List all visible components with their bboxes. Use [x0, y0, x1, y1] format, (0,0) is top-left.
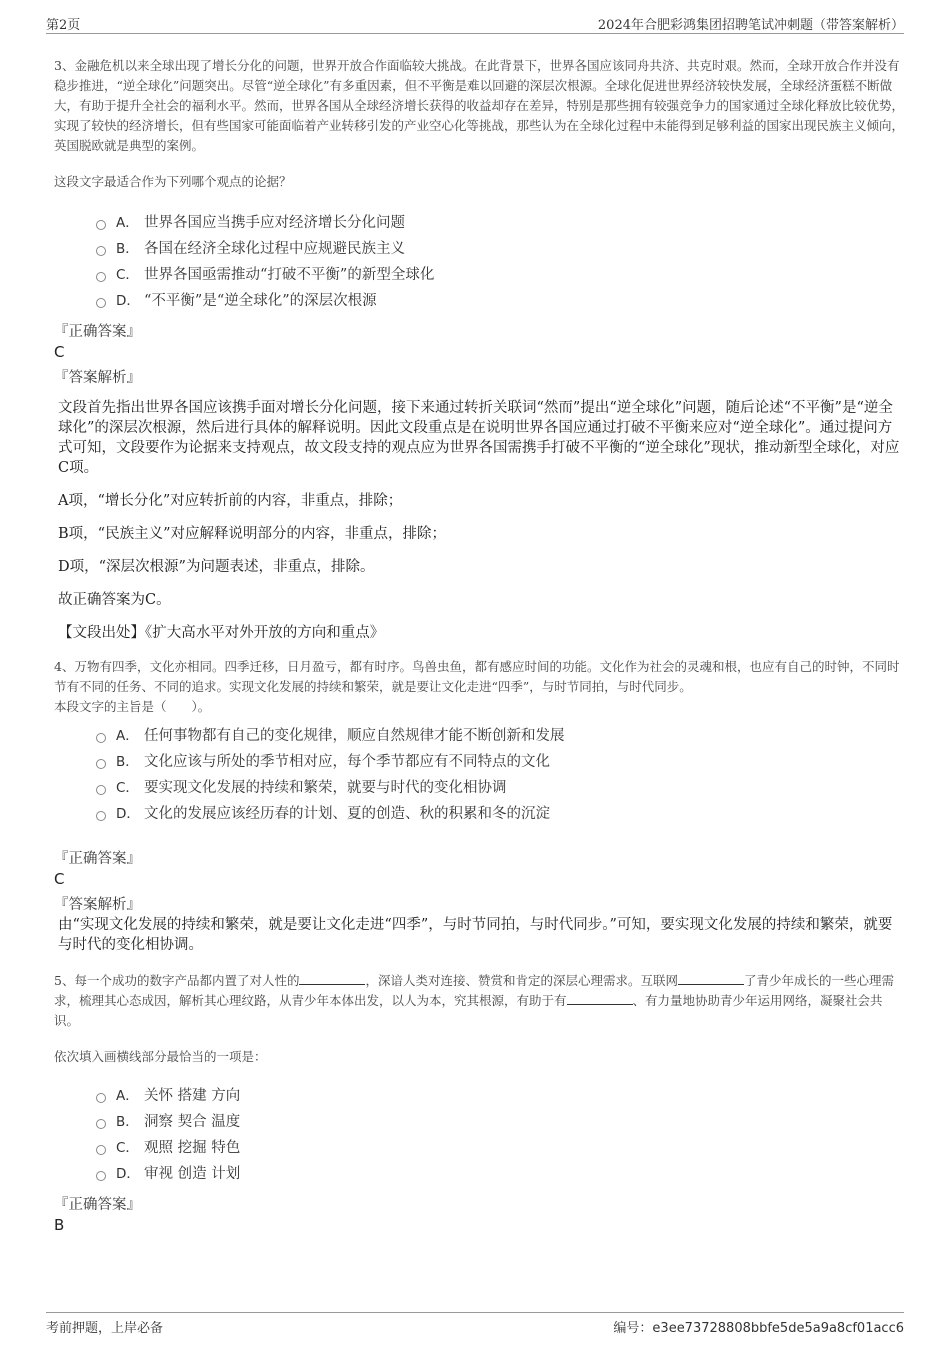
analysis-paragraph: B项，“民族主义”对应解释说明部分的内容，非重点，排除； — [58, 526, 446, 542]
answer-label: 『正确答案』 — [54, 324, 141, 340]
option-d[interactable]: D． 文化的发展应该经历春的计划、夏的创造、秋的积累和冬的沉淀 — [96, 801, 904, 827]
analysis-paragraph: 故正确答案为C。 — [58, 592, 171, 608]
answer-label: 『正确答案』 — [54, 1197, 141, 1213]
analysis-paragraph: 文段首先指出世界各国应该携手面对增长分化问题，接下来通过转折关联词“然而”提出“逆全球化”问题，随后论述“不平衡”是“逆全球化”的深层次根源，然后进行具体的解释说明。因此文段重点是在说明世界各国应通过打破不平衡来应对“逆全球化”。通过提问方式可知，文段要作为论据来支持观点，故文段支持的观点应为世界各国需携手打破不平衡的“逆全球化”现状，推动新型全球化，对应C项。 — [58, 400, 900, 476]
analysis-label: 『答案解析』 — [54, 370, 141, 386]
correct-answer: C — [54, 343, 65, 361]
question-3-text: 3、金融危机以来全球出现了增长分化的问题，世界开放合作面临较大挑战。在此背景下，世界各国应该同舟共济、共克时艰。然而，全球开放合作并没有稳步推进，“逆全球化”问题突出。尽管“逆全球化”有多重因素，但不平衡是难以回避的深层次根源。全球化促进世界经济较快发展，全球经济蛋糕不断做大，有助于提升全社会的福利水平。然而，世界各国从全球经济增长获得的收益却存在差异，特别是那些拥有较强竞争力的国家通过全球化释放比较优势，实现了较快的经济增长，但有些国家可能面临着产业转移引发的产业空心化等挑战，那些认为在全球化过程中未能得到足够利益的国家出现民族主义倾向，英国脱欧就是典型的案例。 — [54, 58, 905, 153]
page-header — [46, 10, 904, 34]
option-c[interactable]: C． 世界各国亟需推动“打破不平衡”的新型全球化 — [96, 262, 904, 288]
fill-blank — [678, 971, 744, 985]
radio-icon[interactable] — [96, 1119, 106, 1129]
question-5 — [54, 971, 904, 1235]
radio-icon[interactable] — [96, 1093, 106, 1103]
question-3 — [54, 56, 904, 643]
text-source: 【文段出处】《扩大高水平对外开放的方向和重点》 — [58, 625, 385, 641]
option-a[interactable]: A． 关怀 搭建 方向 — [96, 1083, 904, 1109]
document-title: 2024年合肥彩鸿集团招聘笔试冲刺题（带答案解析） — [597, 18, 904, 33]
question-5-text: 5、每一个成功的数字产品都内置了对人性的 ，深谙人类对连接、赞赏和肯定的深层心理需求。互联网 了青少年成长的一些心理需求，梳理其心态成因，解析其心理纹路，从青少年本体出发，以人为本，究其根源，有助于有 、有力量地协助青少年运用网络，凝聚社会共识。 — [54, 973, 894, 1028]
radio-icon[interactable] — [96, 785, 106, 795]
radio-icon[interactable] — [96, 272, 106, 282]
analysis-paragraph: A项，“增长分化”对应转折前的内容，非重点，排除； — [58, 493, 403, 509]
radio-icon[interactable] — [96, 298, 106, 308]
page-footer — [46, 1312, 904, 1338]
correct-answer: C — [54, 870, 65, 888]
question-5-options — [96, 1083, 904, 1187]
question-5-prompt: 依次填入画横线部分最恰当的一项是： — [54, 1049, 267, 1064]
question-4 — [54, 657, 904, 955]
radio-icon[interactable] — [96, 246, 106, 256]
analysis-paragraph: D项，“深层次根源”为问题表述，非重点，排除。 — [58, 559, 375, 575]
option-b[interactable]: B． 文化应该与所处的季节相对应，每个季节都应有不同特点的文化 — [96, 749, 904, 775]
answer-analysis: 由“实现文化发展的持续和繁荣，就是要让文化走进“四季”，与时节同拍，与时代同步。”可知，要实现文化发展的持续和繁荣，就要与时代的变化相协调。 — [58, 917, 893, 953]
radio-icon[interactable] — [96, 220, 106, 230]
radio-icon[interactable] — [96, 811, 106, 821]
option-d[interactable]: D． “不平衡”是“逆全球化”的深层次根源 — [96, 288, 904, 314]
radio-icon[interactable] — [96, 733, 106, 743]
analysis-label: 『答案解析』 — [54, 897, 141, 913]
question-4-prompt: 本段文字的主旨是（ ）。 — [54, 699, 211, 714]
fill-blank — [299, 971, 365, 985]
question-3-options — [96, 210, 904, 314]
radio-icon[interactable] — [96, 759, 106, 769]
option-c[interactable]: C． 要实现文化发展的持续和繁荣，就要与时代的变化相协调 — [96, 775, 904, 801]
option-d[interactable]: D． 审视 创造 计划 — [96, 1161, 904, 1187]
document-code: 编号：e3ee73728808bbfe5de5a9a8cf01acc6 — [613, 1321, 904, 1336]
answer-label: 『正确答案』 — [54, 851, 141, 867]
page-number: 第2页 — [46, 18, 81, 33]
fill-blank — [567, 991, 633, 1005]
page-content — [54, 56, 904, 1235]
option-b[interactable]: B． 各国在经济全球化过程中应规避民族主义 — [96, 236, 904, 262]
question-4-text: 4、万物有四季，文化亦相同。四季迁移，日月盈亏，都有时序。鸟兽虫鱼，都有感应时间的功能。文化作为社会的灵魂和根，也应有自己的时钟，不同时节有不同的任务、不同的追求。实现文化发展的持续和繁荣，就是要让文化走进“四季”，与时节同拍，与时代同步。 — [54, 659, 900, 694]
option-b[interactable]: B． 洞察 契合 温度 — [96, 1109, 904, 1135]
question-3-prompt: 这段文字最适合作为下列哪个观点的论据？ — [54, 174, 292, 189]
radio-icon[interactable] — [96, 1171, 106, 1181]
answer-analysis — [58, 398, 904, 610]
option-a[interactable]: A． 任何事物都有自己的变化规律，顺应自然规律才能不断创新和发展 — [96, 723, 904, 749]
option-a[interactable]: A． 世界各国应当携手应对经济增长分化问题 — [96, 210, 904, 236]
option-c[interactable]: C． 观照 挖掘 特色 — [96, 1135, 904, 1161]
radio-icon[interactable] — [96, 1145, 106, 1155]
footer-slogan: 考前押题，上岸必备 — [46, 1321, 164, 1336]
question-4-options — [96, 723, 904, 827]
correct-answer: B — [54, 1216, 65, 1234]
